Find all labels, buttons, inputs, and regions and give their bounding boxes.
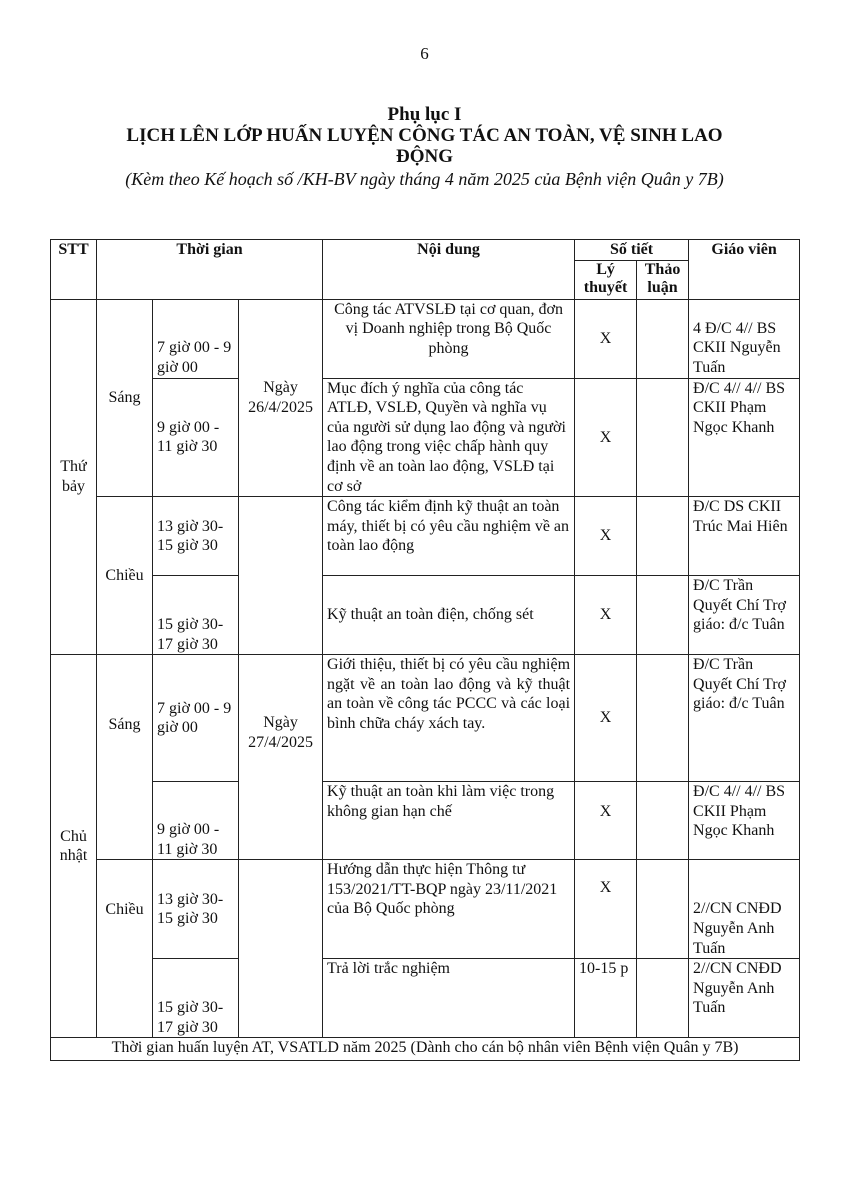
- teacher-cell: Đ/C 4// 4// BS CKII Phạm Ngọc Khanh: [689, 378, 800, 497]
- header-discussion: Thảo luận: [637, 260, 689, 299]
- theory-cell: X: [575, 299, 637, 378]
- table-row: [51, 497, 800, 576]
- time-cell: 9 giờ 00 - 11 giờ 30: [153, 782, 239, 860]
- session-cell: Chiều: [97, 497, 153, 655]
- appendix-label: Phụ lục I: [387, 104, 462, 125]
- teacher-cell: Đ/C 4// 4// BS CKII Phạm Ngọc Khanh: [689, 782, 800, 860]
- time-cell: 7 giờ 00 - 9 giờ 00: [153, 299, 239, 378]
- discussion-cell: [637, 497, 689, 576]
- discussion-cell: [637, 959, 689, 1038]
- date-cell-empty: [239, 860, 323, 1038]
- teacher-cell: 2//CN CNĐD Nguyễn Anh Tuấn: [689, 860, 800, 959]
- content-cell: Mục đích ý nghĩa của công tác ATLĐ, VSLĐ, Quyền và nghĩa vụ của người sử dụng lao động và người lao động trong việc chấp hành quy định về an toàn lao động, VSLĐ tại cơ sở: [323, 378, 575, 497]
- table-row: [51, 782, 800, 860]
- content-cell: Công tác kiểm định kỹ thuật an toàn máy, thiết bị có yêu cầu nghiệm về an toàn lao động: [323, 497, 575, 576]
- header-periods: Số tiết: [575, 240, 689, 261]
- table-row: [51, 299, 800, 378]
- teacher-cell: Đ/C Trần Quyết Chí Trợ giáo: đ/c Tuân: [689, 655, 800, 782]
- header-row: [51, 240, 800, 261]
- content-cell: Công tác ATVSLĐ tại cơ quan, đơn vị Doanh nghiệp trong Bộ Quốc phòng: [323, 299, 575, 378]
- table-row: [51, 378, 800, 497]
- time-cell: 13 giờ 30- 15 giờ 30: [153, 860, 239, 959]
- theory-cell: X: [575, 782, 637, 860]
- teacher-cell: 2//CN CNĐD Nguyễn Anh Tuấn: [689, 959, 800, 1038]
- session-cell: Chiều: [97, 860, 153, 1038]
- discussion-cell: [637, 860, 689, 959]
- content-cell: Trả lời trắc nghiệm: [323, 959, 575, 1038]
- time-cell: 15 giờ 30- 17 giờ 30: [153, 576, 239, 655]
- session-cell: Sáng: [97, 299, 153, 497]
- table-row: [51, 655, 800, 782]
- document-subtitle: (Kèm theo Kế hoạch số /KH-BV ngày tháng 4 năm 2025 của Bệnh viện Quân y 7B): [125, 169, 724, 189]
- date-cell: Ngày 26/4/2025: [239, 299, 323, 497]
- content-cell: Giới thiệu, thiết bị có yêu cầu nghiệm ngặt về an toàn lao động và kỹ thuật an toàn về công tác PCCC và các loại bình chữa cháy xách tay.: [323, 655, 575, 782]
- discussion-cell: [637, 782, 689, 860]
- theory-cell: X: [575, 860, 637, 959]
- training-schedule-table: [50, 239, 800, 1061]
- time-cell: 9 giờ 00 - 11 giờ 30: [153, 378, 239, 497]
- theory-cell: X: [575, 655, 637, 782]
- theory-cell: X: [575, 576, 637, 655]
- day-cell: Thứ bảy: [51, 299, 97, 655]
- time-cell: 15 giờ 30- 17 giờ 30: [153, 959, 239, 1038]
- discussion-cell: [637, 378, 689, 497]
- teacher-cell: Đ/C Trần Quyết Chí Trợ giáo: đ/c Tuân: [689, 576, 800, 655]
- teacher-cell: Đ/C DS CKII Trúc Mai Hiên: [689, 497, 800, 576]
- theory-cell: X: [575, 497, 637, 576]
- day-cell: Chủ nhật: [51, 655, 97, 1038]
- table-row: [51, 959, 800, 1038]
- title-block: [40, 104, 809, 190]
- date-cell: Ngày 27/4/2025: [239, 655, 323, 860]
- theory-cell: 10-15 p: [575, 959, 637, 1038]
- table-footer-row: [51, 1038, 800, 1061]
- theory-cell: X: [575, 378, 637, 497]
- content-cell: Kỹ thuật an toàn điện, chống sét: [323, 576, 575, 655]
- content-cell: Hướng dẫn thực hiện Thông tư 153/2021/TT-BQP ngày 23/11/2021 của Bộ Quốc phòng: [323, 860, 575, 959]
- header-stt: STT: [51, 240, 97, 300]
- discussion-cell: [637, 576, 689, 655]
- table-footer: Thời gian huấn luyện AT, VSATLD năm 2025 (Dành cho cán bộ nhân viên Bệnh viện Quân y 7B): [51, 1038, 800, 1061]
- table-row: [51, 860, 800, 959]
- teacher-cell: 4 Đ/C 4// BS CKII Nguyễn Tuấn: [689, 299, 800, 378]
- header-theory: Lý thuyết: [575, 260, 637, 299]
- date-cell-empty: [239, 497, 323, 655]
- time-cell: 13 giờ 30- 15 giờ 30: [153, 497, 239, 576]
- discussion-cell: [637, 655, 689, 782]
- header-content: Nội dung: [323, 240, 575, 300]
- header-teacher: Giáo viên: [689, 240, 800, 300]
- session-cell: Sáng: [97, 655, 153, 860]
- time-cell: 7 giờ 00 - 9 giờ 00: [153, 655, 239, 782]
- discussion-cell: [637, 299, 689, 378]
- content-cell: Kỹ thuật an toàn khi làm việc trong không gian hạn chế: [323, 782, 575, 860]
- document-title: LỊCH LÊN LỚP HUẤN LUYỆN CÔNG TÁC AN TOÀN, VỆ SINH LAO ĐỘNG: [126, 125, 723, 167]
- header-time: Thời gian: [97, 240, 323, 300]
- table-row: [51, 576, 800, 655]
- page-number: 6: [420, 44, 429, 63]
